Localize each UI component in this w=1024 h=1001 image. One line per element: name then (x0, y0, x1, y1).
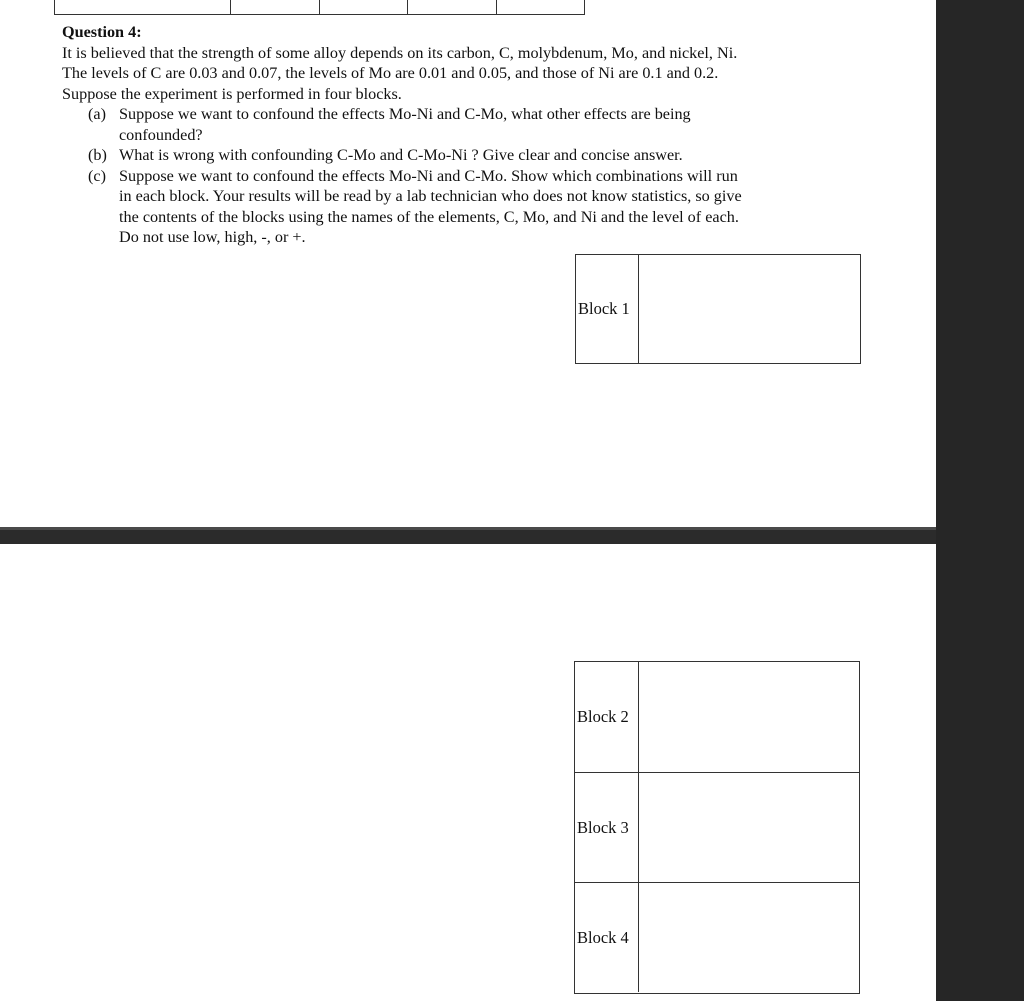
block-label: Block 4 (575, 883, 639, 992)
part-text-line: Do not use low, high, -, or +. (119, 228, 306, 246)
table-cell (320, 0, 409, 14)
part-text (119, 104, 862, 145)
block-answer-cell[interactable] (639, 255, 860, 363)
part-text-line: Suppose we want to confound the effects Mo-Ni and C-Mo. Show which combinations will run (119, 166, 738, 185)
part-c (88, 166, 862, 248)
block-row (575, 772, 859, 882)
previous-table-remnant (54, 0, 585, 15)
block-row (576, 255, 860, 363)
question-4 (62, 22, 862, 248)
block-answer-cell[interactable] (639, 773, 859, 882)
block-row (575, 882, 859, 992)
right-dark-strip (936, 0, 1024, 1001)
question-title: Question 4: (62, 23, 142, 41)
question-intro-line: It is believed that the strength of some alloy depends on its carbon, C, molybdenum, Mo, and nickel, Ni. (62, 43, 738, 62)
table-cell (55, 0, 231, 14)
block-label: Block 2 (575, 662, 639, 772)
block-label: Block 1 (576, 255, 639, 363)
block-answer-cell[interactable] (639, 662, 859, 772)
part-text-line: Suppose we want to confound the effects Mo-Ni and C-Mo, what other effects are being (119, 105, 691, 123)
part-text-line: What is wrong with confounding C-Mo and C-Mo-Ni ? Give clear and concise answer. (119, 146, 683, 164)
part-text (119, 145, 862, 166)
block-row (575, 662, 859, 772)
part-a (88, 104, 862, 145)
block-label: Block 3 (575, 773, 639, 882)
part-label: (a) (88, 105, 106, 123)
part-text (119, 166, 862, 248)
question-intro-line: The levels of C are 0.03 and 0.07, the levels of Mo are 0.01 and 0.05, and those of Ni are 0.1 and 0.2. (62, 64, 719, 82)
part-label: (c) (88, 166, 106, 185)
blocks-2-4-table (574, 661, 860, 994)
question-intro-line: Suppose the experiment is performed in four blocks. (62, 84, 402, 103)
table-cell (231, 0, 320, 14)
table-cell (408, 0, 497, 14)
part-b (88, 145, 862, 166)
table-cell (497, 0, 585, 14)
part-text-line: in each block. Your results will be read by a lab technician who does not know statistics, so give (119, 187, 742, 205)
part-label: (b) (88, 146, 107, 164)
part-text-line: the contents of the blocks using the names of the elements, C, Mo, and Ni and the level of each. (119, 207, 739, 226)
page-divider (0, 527, 936, 544)
part-text-line: confounded? (119, 125, 203, 144)
block-answer-cell[interactable] (639, 883, 859, 992)
question-parts (88, 104, 862, 248)
block-1-table (575, 254, 861, 364)
